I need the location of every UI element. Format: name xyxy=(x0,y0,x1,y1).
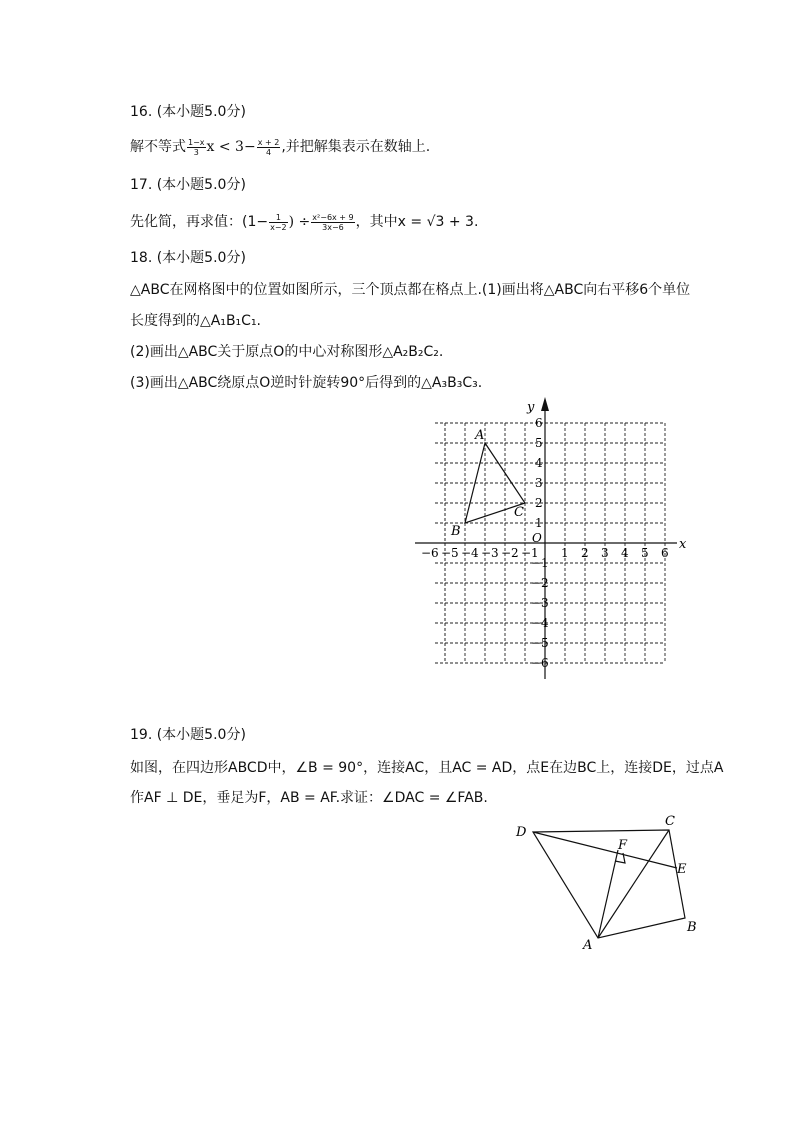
y-tick-label: −3 xyxy=(531,596,549,610)
q18-line-3: (2)画出△ABC关于原点O的中心对称图形△A₂B₂C₂. xyxy=(130,344,444,360)
y-tick-label: −5 xyxy=(531,636,549,650)
y-tick-label: −6 xyxy=(531,656,549,670)
y-axis-arrow xyxy=(541,397,549,411)
y-tick-label: 1 xyxy=(535,516,543,530)
q16-frac1-num: 1−x xyxy=(188,137,205,147)
y-axis-label: y xyxy=(527,400,535,415)
q18-line-1: △ABC在网格图中的位置如图所示，三个顶点都在格点上.(1)画出将△ABC向右平移6个单位 xyxy=(130,282,691,298)
vertex-label-b: B xyxy=(451,524,461,539)
q19-line-1: 如图，在四边形ABCD中，∠B = 90°，连接AC，且AC = AD，点E在边BC上，连接DE，过点A xyxy=(130,760,724,776)
x-tick-label: 5 xyxy=(641,546,649,560)
vertex-label-a: A xyxy=(475,428,485,443)
q19-heading: 19. (本小题5.0分) xyxy=(130,727,246,743)
x-tick-label: 2 xyxy=(581,546,589,560)
q16-frac2-den: 4 xyxy=(265,147,272,157)
x-tick-label: 4 xyxy=(621,546,629,560)
q17-fraction-1 xyxy=(269,213,288,232)
q16-prefix: 解不等式 xyxy=(130,139,186,155)
y-tick-label: 3 xyxy=(535,476,543,490)
q17-frac2-den: 3x−6 xyxy=(322,222,344,232)
q16-heading: 16. (本小题5.0分) xyxy=(130,104,246,120)
q16-statement xyxy=(130,137,430,157)
y-tick-label: 5 xyxy=(535,436,543,450)
q17-frac2-num: x²−6x + 9 xyxy=(312,212,354,222)
x-tick-label: 1 xyxy=(561,546,569,560)
y-tick-label: 6 xyxy=(535,416,543,430)
q17-frac1-num: 1 xyxy=(269,213,288,223)
label-e: E xyxy=(677,862,687,877)
q18-line-4: (3)画出△ABC绕原点O逆时针旋转90°后得到的△A₃B₃C₃. xyxy=(130,375,483,391)
y-tick-label: −1 xyxy=(531,556,549,570)
x-tick-label: 6 xyxy=(661,546,669,560)
triangle-abc xyxy=(450,428,525,539)
y-tick-label: −2 xyxy=(531,576,549,590)
q16-frac2-num: x + 2 xyxy=(257,137,280,147)
y-tick-label: −4 xyxy=(531,616,549,630)
quadrilateral-figure xyxy=(505,805,705,955)
q18-line-2: 长度得到的△A₁B₁C₁. xyxy=(130,313,262,329)
vertex-label-c: C xyxy=(514,505,524,520)
x-tick-label: −5 xyxy=(441,546,459,560)
q16-fraction-2 xyxy=(257,138,281,157)
q17-heading: 17. (本小题5.0分) xyxy=(130,177,246,193)
y-tick-label: 4 xyxy=(535,456,543,470)
x-tick-label: 3 xyxy=(601,546,609,560)
q16-suffix: ,并把解集表示在数轴上. xyxy=(281,139,431,155)
q16-frac1-den: 3 xyxy=(193,147,199,157)
q16-fraction-1 xyxy=(187,138,206,157)
q18-heading: 18. (本小题5.0分) xyxy=(130,250,246,266)
q16-mid: x < 3− xyxy=(206,139,256,155)
q17-fraction-2 xyxy=(311,213,354,232)
q17-statement xyxy=(130,212,478,232)
x-tick-label: −1 xyxy=(521,546,539,560)
q17-mid: ) ÷ xyxy=(288,214,311,230)
x-tick-label: −3 xyxy=(481,546,499,560)
origin-label: O xyxy=(532,531,542,545)
q17-prefix: 先化简，再求值：(1− xyxy=(130,214,269,230)
label-a: A xyxy=(583,938,593,953)
label-f: F xyxy=(618,838,628,853)
q17-frac1-den: x−2 xyxy=(270,222,287,232)
x-tick-label: −4 xyxy=(461,546,479,560)
x-tick-label: −6 xyxy=(421,546,439,560)
segment-af xyxy=(598,850,618,938)
x-axis-label: x xyxy=(679,537,687,552)
label-c: C xyxy=(665,814,675,829)
q17-suffix: ，其中x = √3 + 3. xyxy=(355,214,479,230)
x-tick-label: −2 xyxy=(501,546,519,560)
coordinate-grid-figure xyxy=(405,395,705,690)
q19-line-2: 作AF ⊥ DE，垂足为F，AB = AF.求证：∠DAC = ∠FAB. xyxy=(130,790,488,806)
y-tick-label: 2 xyxy=(535,496,543,510)
segment-ac xyxy=(598,830,669,938)
label-d: D xyxy=(516,825,527,840)
label-b: B xyxy=(687,920,697,935)
